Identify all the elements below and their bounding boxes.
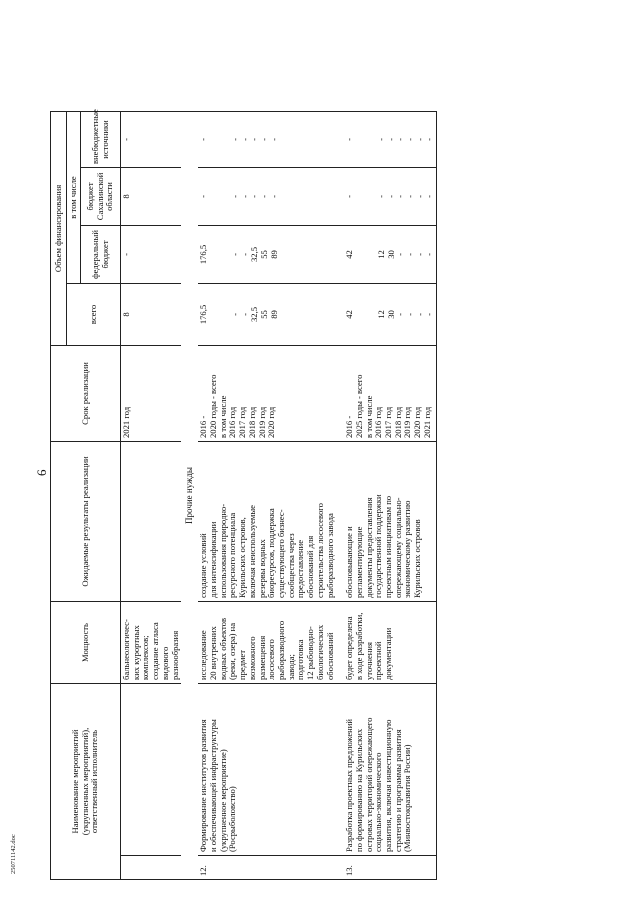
row-number: 12. [198,856,336,880]
table-row [344,31,436,879]
document-code: 250711142.doc [10,834,17,874]
total-cell: 42 12 30 - - - - [344,283,436,345]
header-capacity: Мощность [51,601,121,683]
results-cell: обосновывающие и регламентирующие документы предоставления государственной поддержки проектным инициативам по опережающему социально- экономическому развитию Курильских островов [344,441,436,601]
period-cell: 2016 - 2025 годы - всего в том числе 2016 год 2017 год 2018 год 2019 год 2020 год 2021 год [344,345,436,441]
header-incl: в том числе [67,111,81,283]
header-period: Срок реализации [51,345,121,441]
federal-cell: 42 12 30 - - - - [344,225,436,283]
header-total: всего [67,283,121,345]
offbudget-cell: - [121,111,182,167]
row-number: 13. [344,856,436,880]
header-name: Наименование мероприятий (укрупненных мероприятий), ответственный исполнитель [51,683,121,879]
period-cell: 2021 год [121,345,182,441]
regional-cell: - - - - - - - [344,167,436,225]
regional-cell: 8 [121,167,182,225]
header-results: Ожидаемые результаты реализации [51,441,121,601]
section-title: Прочие нужды [181,111,198,879]
offbudget-cell: - - - - - - [198,111,336,167]
header-federal: федеральный бюджет [81,225,121,283]
header-funding: Объем финансирования [51,111,67,345]
table-row [198,31,336,879]
table-row [121,31,182,879]
total-cell: 176,5 - - 32,5 55 89 [198,283,336,345]
name-cell: Формирование институтов развития и обеспечивающей инфраструктуры (укрупненное мероприятие) (Росрыболовство) [198,683,336,855]
name-cell: Разработка проектных предложений по формированию на Курильских островах территорий опережающего социально-экономического развития, включая инвестиционную стратегию и программы развития (Минвостокразвития России) [344,683,436,855]
total-cell: 8 [121,283,182,345]
capacity-cell: исследование 20 внутренних водных объектов (реки, озера) на предмет возможного размещения лососевого рыборазводного завода; подготовка 12 рыбоводно- биологических обоснований [198,601,336,683]
offbudget-cell: - - - - - - - [344,111,436,167]
page-number: 6 [34,469,49,476]
funding-table [50,31,437,880]
federal-cell: - [121,225,182,283]
capacity-cell: бальнеологичес- ких курортных комплексов; создание атласа видового разнообразия [121,601,182,683]
results-cell: создание условий для интенсификации использования природно- ресурсного потенциала Курильских островов, включая неиспользуемые резервы водных биоресурсов, поддержка существующего бизнес- сообщества через предоставление обоснований для строительства лососевого рыборазводного завода [198,441,336,601]
header-offbudget: внебюджетные источники [81,111,121,167]
rotated-table-page [50,32,630,880]
section-row [181,31,198,879]
period-cell: 2016 - 2020 годы - всего в том числе 2016 год 2017 год 2018 год 2019 год 2020 год [198,345,336,441]
federal-cell: 176,5 - - 32,5 55 89 [198,225,336,283]
regional-cell: - - - - - - [198,167,336,225]
capacity-cell: будет определена в ходе разработки, уточнения проектной документации [344,601,436,683]
header-regional: бюджет Сахалинской области [81,167,121,225]
